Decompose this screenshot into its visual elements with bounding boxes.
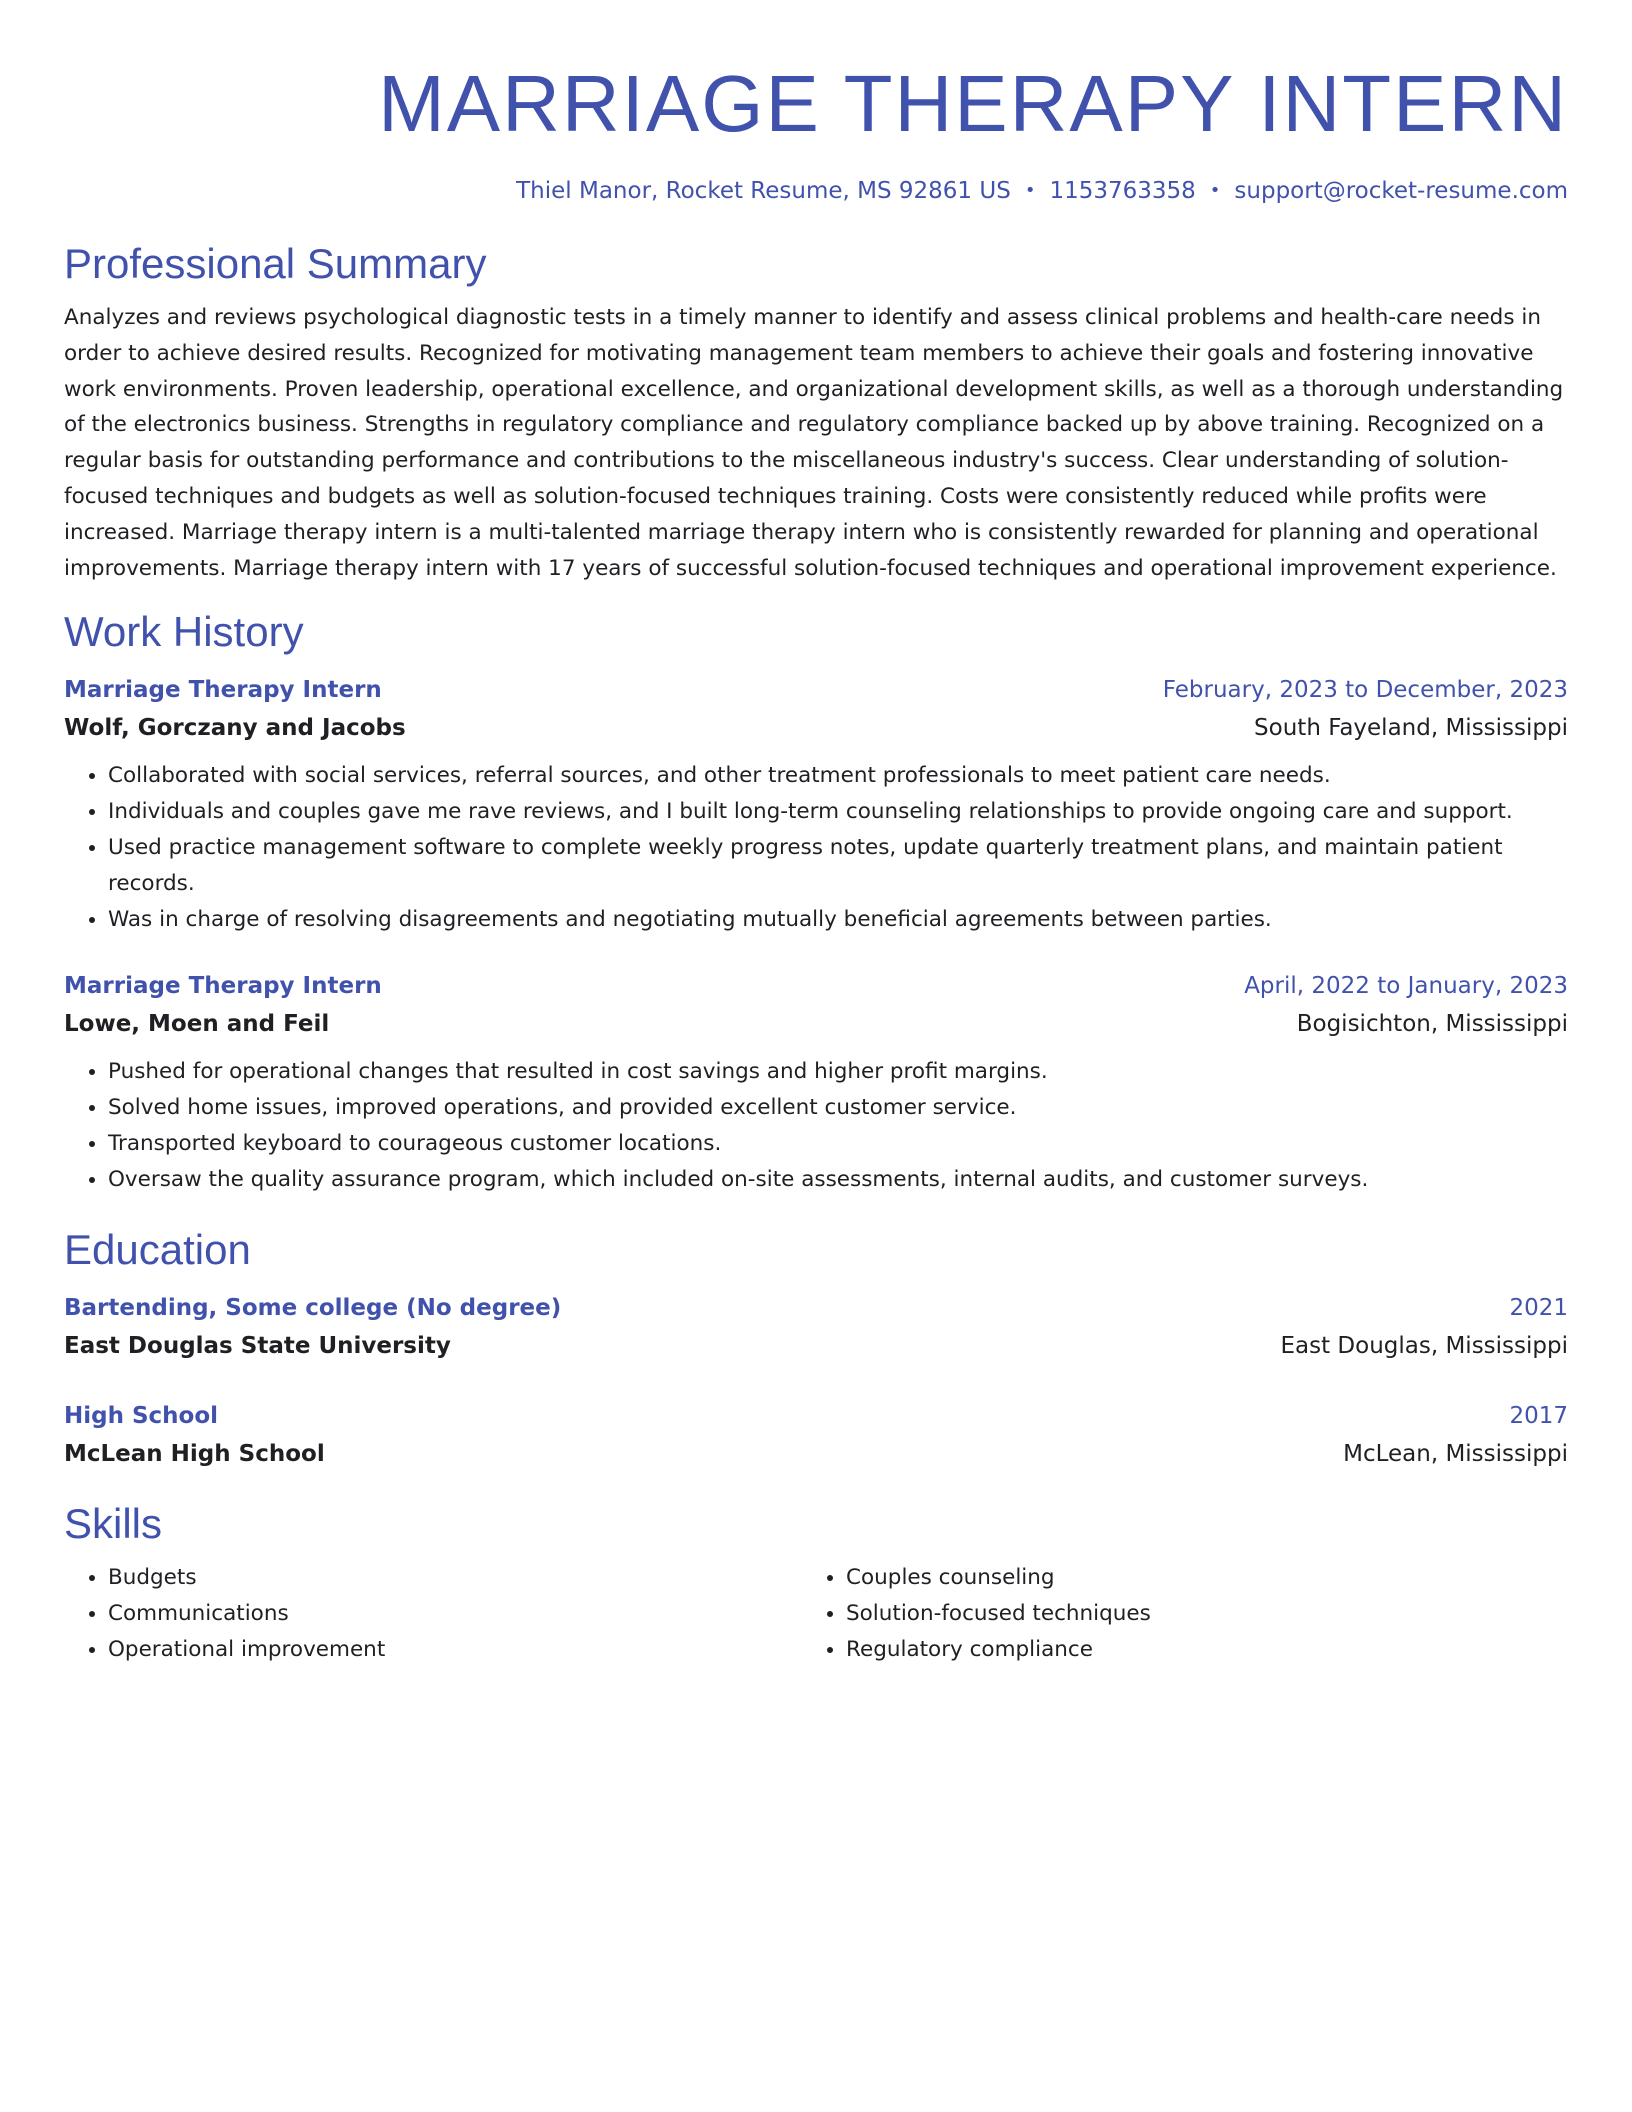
job-bullets xyxy=(64,1054,1568,1198)
contact-phone: 1153763358 xyxy=(1049,178,1196,204)
skills-section xyxy=(64,1498,1568,1668)
skills-grid xyxy=(64,1560,1568,1668)
summary-section xyxy=(64,238,1568,586)
education-school-row xyxy=(64,1434,1568,1474)
contact-email: support@rocket-resume.com xyxy=(1234,178,1568,204)
job-company: Wolf, Gorczany and Jacobs xyxy=(64,715,406,742)
skills-column-right xyxy=(802,1560,1540,1668)
education-degree-row xyxy=(64,1290,1568,1326)
job-entry xyxy=(64,968,1568,1198)
summary-heading: Professional Summary xyxy=(64,240,487,287)
job-bullet: • Used practice management software to complete weekly progress notes, update quarterly treatment plans, and maintain patient records. xyxy=(108,830,1568,902)
skill-item: • Solution-focused techniques xyxy=(846,1596,1540,1632)
candidate-name: MARRIAGE THERAPY INTERN xyxy=(378,59,1568,148)
job-bullet: • Pushed for operational changes that resulted in cost savings and higher profit margins. xyxy=(108,1054,1568,1090)
job-entry xyxy=(64,672,1568,938)
contact-line xyxy=(64,174,1568,208)
job-dates: April, 2022 to January, 2023 xyxy=(1244,973,1568,1000)
education-school-row xyxy=(64,1326,1568,1366)
education-location: East Douglas, Mississippi xyxy=(1280,1333,1568,1360)
skill-item: • Budgets xyxy=(108,1560,802,1596)
education-year: 2017 xyxy=(1509,1403,1568,1430)
job-company-row xyxy=(64,1004,1568,1044)
job-title-row xyxy=(64,672,1568,708)
job-bullets xyxy=(64,758,1568,938)
work-history-heading: Work History xyxy=(64,608,304,656)
job-location: South Fayeland, Mississippi xyxy=(1254,715,1568,742)
education-degree-row xyxy=(64,1398,1568,1434)
summary-text: Analyzes and reviews psychological diagnostic tests in a timely manner to identify and assess clinical problems and health-care needs in order to achieve desired results. Recognized for motivating management team members to achieve their goals and fostering innovative work environments. Proven leadership, operational excellence, and organizational development skills, as well as a thorough understanding of the electronics business. Strengths in regulatory compliance and regulatory compliance backed up by above training. Recognized on a regular basis for outstanding performance and contributions to the miscellaneous industry's success. Clear understanding of solution-focused techniques and budgets as well as solution-focused techniques training. Costs were consistently reduced while profits were increased. Marriage therapy intern is a multi-talented marriage therapy intern who is consistently rewarded for planning and operational improvements. Marriage therapy intern with 17 years of successful solution-focused techniques and operational improvement experience. xyxy=(64,305,1564,581)
job-bullet: • Transported keyboard to courageous customer locations. xyxy=(108,1126,1568,1162)
skills-column-left xyxy=(64,1560,802,1668)
job-bullet: • Individuals and couples gave me rave reviews, and I built long-term counseling relationships to provide ongoing care and support. xyxy=(108,794,1568,830)
job-location: Bogisichton, Mississippi xyxy=(1296,1011,1568,1038)
skill-item: • Regulatory compliance xyxy=(846,1632,1540,1668)
job-title: Marriage Therapy Intern xyxy=(64,677,382,704)
education-location: McLean, Mississippi xyxy=(1343,1441,1568,1468)
education-school: East Douglas State University xyxy=(64,1333,451,1360)
skill-item: • Couples counseling xyxy=(846,1560,1540,1596)
education-degree: Bartending, Some college (No degree) xyxy=(64,1295,562,1322)
education-section xyxy=(64,1224,1568,1474)
resume-header xyxy=(64,56,1568,208)
job-bullet: • Collaborated with social services, referral sources, and other treatment professionals to meet patient care needs. xyxy=(108,758,1568,794)
job-title-row xyxy=(64,968,1568,1004)
contact-separator: • xyxy=(1209,180,1221,201)
skill-item: • Communications xyxy=(108,1596,802,1632)
job-dates: February, 2023 to December, 2023 xyxy=(1162,677,1568,704)
education-school: McLean High School xyxy=(64,1441,325,1468)
job-company-row xyxy=(64,708,1568,748)
contact-separator: • xyxy=(1024,180,1036,201)
job-bullet: • Oversaw the quality assurance program, which included on-site assessments, internal audits, and customer surveys. xyxy=(108,1162,1568,1198)
skill-item: • Operational improvement xyxy=(108,1632,802,1668)
education-entry xyxy=(64,1290,1568,1366)
contact-address: Thiel Manor, Rocket Resume, MS 92861 US xyxy=(516,178,1011,204)
education-entry xyxy=(64,1398,1568,1474)
job-title: Marriage Therapy Intern xyxy=(64,973,382,1000)
education-heading: Education xyxy=(64,1226,251,1274)
education-degree: High School xyxy=(64,1403,219,1430)
job-company: Lowe, Moen and Feil xyxy=(64,1011,330,1038)
skills-heading: Skills xyxy=(64,1500,163,1548)
job-bullet: • Solved home issues, improved operations, and provided excellent customer service. xyxy=(108,1090,1568,1126)
education-year: 2021 xyxy=(1509,1295,1568,1322)
job-bullet: • Was in charge of resolving disagreements and negotiating mutually beneficial agreements between parties. xyxy=(108,902,1568,938)
work-history-section xyxy=(64,606,1568,1198)
